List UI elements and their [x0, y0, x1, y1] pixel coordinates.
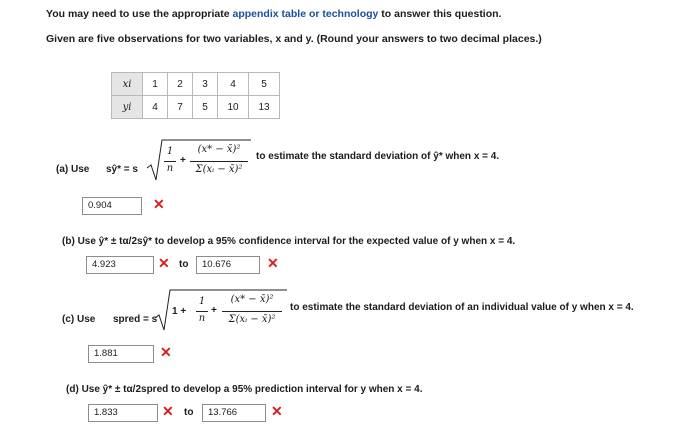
instruction-line-2: Given are five observations for two variables, x and y. (Round your answers to two decimal places.)	[46, 33, 542, 45]
instruction-line-1: You may need to use the appropriate appendix table or technology to answer this question.	[46, 8, 502, 20]
y-cell: 5	[193, 96, 218, 119]
to-label: to	[179, 259, 189, 270]
part-a-text: to estimate the standard deviation of ŷ* when x = 4.	[256, 151, 500, 162]
frac-bar	[196, 311, 208, 312]
x-cell: 1	[143, 73, 168, 96]
y-cell: 10	[218, 96, 249, 119]
x-cell: 5	[249, 73, 280, 96]
part-a-answer-field[interactable]: 0.904	[82, 197, 142, 215]
part-d-lower-field[interactable]: 1.833	[88, 404, 158, 422]
incorrect-icon: ✕	[267, 255, 279, 271]
part-c-formula-lhs: spred = s	[113, 314, 158, 325]
part-a-formula-lhs: sŷ* = s	[106, 164, 138, 175]
part-c-label: (c) Use	[62, 314, 96, 325]
part-d-upper-field[interactable]: 13.766	[202, 404, 266, 422]
frac-bar	[222, 311, 282, 312]
part-a-frac2-num: (x* − x̄)²	[197, 144, 241, 155]
table-row-y	[112, 96, 280, 119]
y-cell: 7	[168, 96, 193, 119]
one-plus: 1 +	[172, 306, 187, 317]
part-a-frac2-den: Σ(xᵢ − x̄)²	[195, 164, 243, 175]
y-cell: 13	[249, 96, 280, 119]
part-c-frac2-num: (x* − x̄)²	[230, 294, 274, 305]
part-c-frac1-den: n	[198, 313, 206, 324]
part-c-frac2-den: Σ(xᵢ − x̄)²	[228, 314, 276, 325]
incorrect-icon: ✕	[271, 403, 283, 419]
y-cell: 4	[143, 96, 168, 119]
appendix-link[interactable]: appendix table or technology	[232, 8, 379, 20]
x-header: xi	[112, 73, 143, 96]
incorrect-icon: ✕	[162, 403, 174, 419]
frac-bar	[190, 161, 248, 162]
frac-bar	[164, 161, 176, 162]
part-a-frac1-num: 1	[166, 146, 174, 157]
part-a-label: (a) Use	[56, 164, 90, 175]
plus-sign: +	[211, 305, 217, 316]
part-b-upper-field[interactable]: 10.676	[196, 256, 260, 274]
plus-sign: +	[180, 155, 186, 166]
part-b-lower-field[interactable]: 4.923	[86, 256, 154, 274]
x-cell: 3	[193, 73, 218, 96]
data-table	[111, 72, 280, 119]
part-d-text: (d) Use ŷ* ± tα/2spred to develop a 95% prediction interval for y when x = 4.	[66, 384, 423, 395]
x-cell: 4	[218, 73, 249, 96]
x-cell: 2	[168, 73, 193, 96]
y-header: yi	[112, 96, 143, 119]
part-c-text: to estimate the standard deviation of an individual value of y when x = 4.	[290, 302, 634, 313]
table-row-x	[112, 73, 280, 96]
part-c-frac1-num: 1	[198, 296, 206, 307]
incorrect-icon: ✕	[158, 255, 170, 271]
incorrect-icon: ✕	[160, 344, 172, 360]
to-label: to	[184, 407, 194, 418]
part-a-frac1-den: n	[166, 163, 174, 174]
part-c-answer-field[interactable]: 1.881	[88, 345, 154, 363]
part-b-text: (b) Use ŷ* ± tα/2sŷ* to develop a 95% confidence interval for the expected value of y when x = 4.	[62, 236, 516, 247]
incorrect-icon: ✕	[153, 196, 165, 212]
